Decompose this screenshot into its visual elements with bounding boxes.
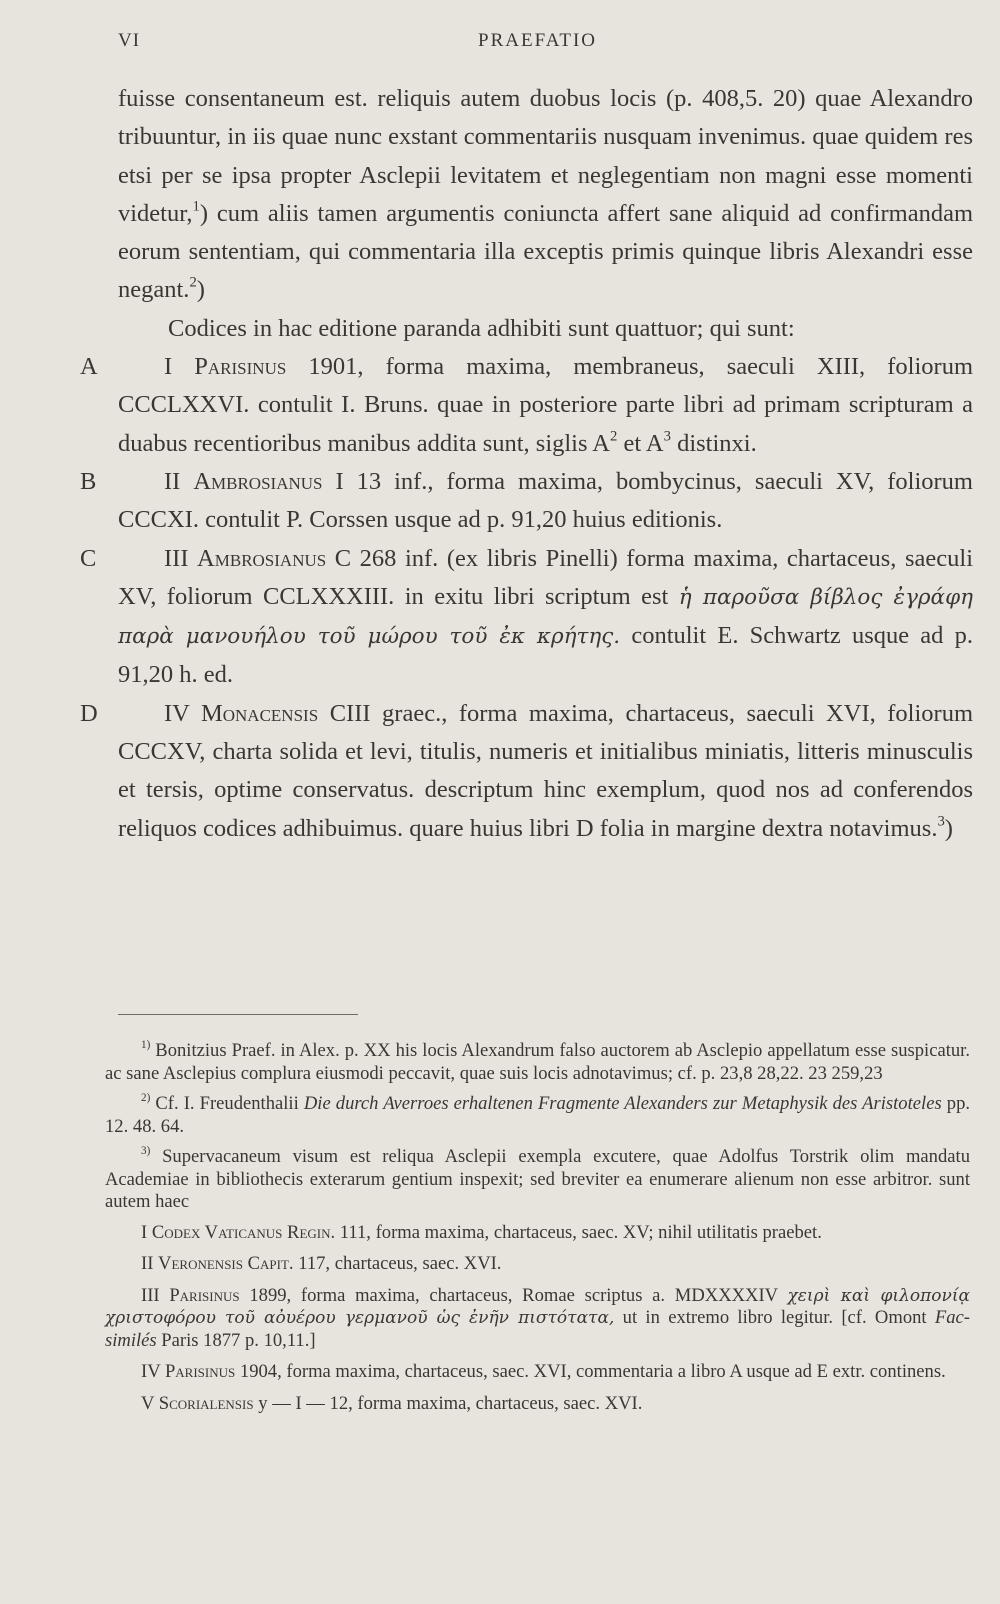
footnote-divider (118, 1014, 358, 1015)
page-header (118, 30, 898, 60)
manuscript-list-item: III Parisinus 1899, forma maxima, chartaceus, Romae scriptus a. MDXXXXIV χειρὶ καὶ φιλοπονίᾳ χριστοφόρου τοῦ αὀυέρου γερμανοῦ ὡς ἐνῆν πιστότατα, ut in extremo libro legitur. [cf. Omont Fac-similés Paris 1877 p. 10,11.] (105, 1284, 970, 1351)
codex-entry-d: D IV Monacensis CIII graec., forma maxima, chartaceus, saeculi XVI, foliorum CCCXV, charta solida et levi, titulis, numeris et initialibus miniatis, litteris minusculis et tersis, optime conservatus. descriptum hinc exemplum, quod nos ad conferendos reliquos codices adhibuimus. quare huius libri D folia in margine dextra notavimus.$^3$) (118, 695, 973, 848)
work-title: Die durch Averroes erhaltenen Fragmente Alexanders zur Metaphysik des Aristoteles (303, 1093, 942, 1114)
footnote-ref-2: 2 (189, 275, 197, 292)
greek-colophon: ἡ παροῦσα βίβλος ἐγράφη παρὰ μανουήλου τοῦ μώρου τοῦ ἐκ κρήτης. (118, 584, 974, 650)
siglum-d: D (80, 699, 98, 727)
paragraph-asclepius: fuisse consentaneum est. reliquis autem duobus locis (p. 408,5. 20) quae Alexandro tribuuntur, in iis quae nunc exstant commentariis nusquam invenimus. quae quidem res etsi per se ipsa propter Asclepii levitatem et neglegentiam non magni esse momenti videtur,$^1$) cum aliis tamen argumentis coniuncta affert sane aliquid ad confirmandam eorum sententiam, qui commentaria illa exceptis primis quinque libris Alexandri esse negant.$^2$) (118, 85, 973, 304)
paragraph-codices-intro: Codices in hac editione paranda adhibiti sunt quattuor; qui sunt: (168, 314, 795, 342)
page-number: VI (118, 30, 141, 51)
codex-name: Ambrosianus (193, 467, 323, 495)
codex-name: Parisinus (194, 353, 287, 381)
footnotes (105, 1040, 970, 1424)
siglum-a: A (80, 353, 98, 381)
main-text (80, 80, 974, 848)
manuscript-list-item: IV Parisinus 1904, forma maxima, chartaceus, saec. XVI, commentaria a libro A usque ad E extr. continens. (141, 1361, 946, 1382)
codex-entry-c: C III Ambrosianus C 268 inf. (ex libris Pinelli) forma maxima, chartaceus, saeculi XV, foliorum CCLXXXIII. in exitu libri scriptum est ἡ παροῦσα βίβλος ἐγράφη παρὰ μανουήλου τοῦ μώρου τοῦ ἐκ κρήτης. contulit E. Schwartz usque ad p. 91,20 h. ed. (118, 540, 973, 695)
codex-name: Ambrosianus (197, 544, 327, 572)
footnote-ref-1: 1 (192, 198, 200, 215)
codex-name: Monacensis (200, 699, 319, 727)
footnote-ref-3: 3 (937, 813, 945, 830)
manuscript-list-item: I Codex Vaticanus Regin. 111, forma maxima, chartaceus, saec. XV; nihil utilitatis praebet. (141, 1221, 822, 1243)
codex-entry-a: A I Parisinus 1901, forma maxima, membraneus, saeculi XIII, foliorum CCCLXXVI. contulit I. Bruns. quae in posteriore parte libri ad primam scripturam a duabus recentioribus manibus addita sunt, siglis $A^2$ et $A^3$ distinxi. (118, 348, 973, 463)
footnote-3: $^{3)}$ Supervacaneum visum est reliqua Asclepii exempla excutere, quae Adolfus Torstrik olim mandatu Academiae in bibliothecis exterarum gentium inspexit; sed breviter ea enumerare alienum non esse arbitror. sunt autem haec (105, 1145, 970, 1212)
siglum-c: C (80, 544, 97, 572)
footnote-1: $^{1)}$ Bonitzius Praef. in Alex. p. XX his locis Alexandrum falso auctorem ab Asclepio appellatum esse suspicatur. ac sane Asclepius complura eiusmodi peccavit, quae suis locis adnotavimus; cf. p. 23,8 28,22. 23 259,23 (105, 1039, 970, 1084)
codex-entry-b: B II Ambrosianus I 13 inf., forma maxima, bombycinus, saeculi XV, foliorum CCCXI. contulit P. Corssen usque ad p. 91,20 huius editionis. (118, 463, 973, 540)
greek-subscription: χειρὶ καὶ φιλοπονίᾳ χριστοφόρου τοῦ αὀυέρου γερμανοῦ ὡς ἐνῆν πιστότατα, (105, 1285, 970, 1328)
running-title: PRAEFATIO (478, 30, 597, 51)
footnote-2: $^{2)}$ Cf. I. Freudenthalii Die durch Averroes erhaltenen Fragmente Alexanders zur Metaphysik des Aristoteles pp. 12. 48. 64. (105, 1092, 971, 1137)
siglum-b: B (80, 467, 97, 495)
manuscript-list-item: V Scorialensis y — I — 12, forma maxima, chartaceus, saec. XVI. (141, 1392, 643, 1414)
manuscript-list-item: II Veronensis Capit. 117, chartaceus, saec. XVI. (141, 1253, 502, 1274)
